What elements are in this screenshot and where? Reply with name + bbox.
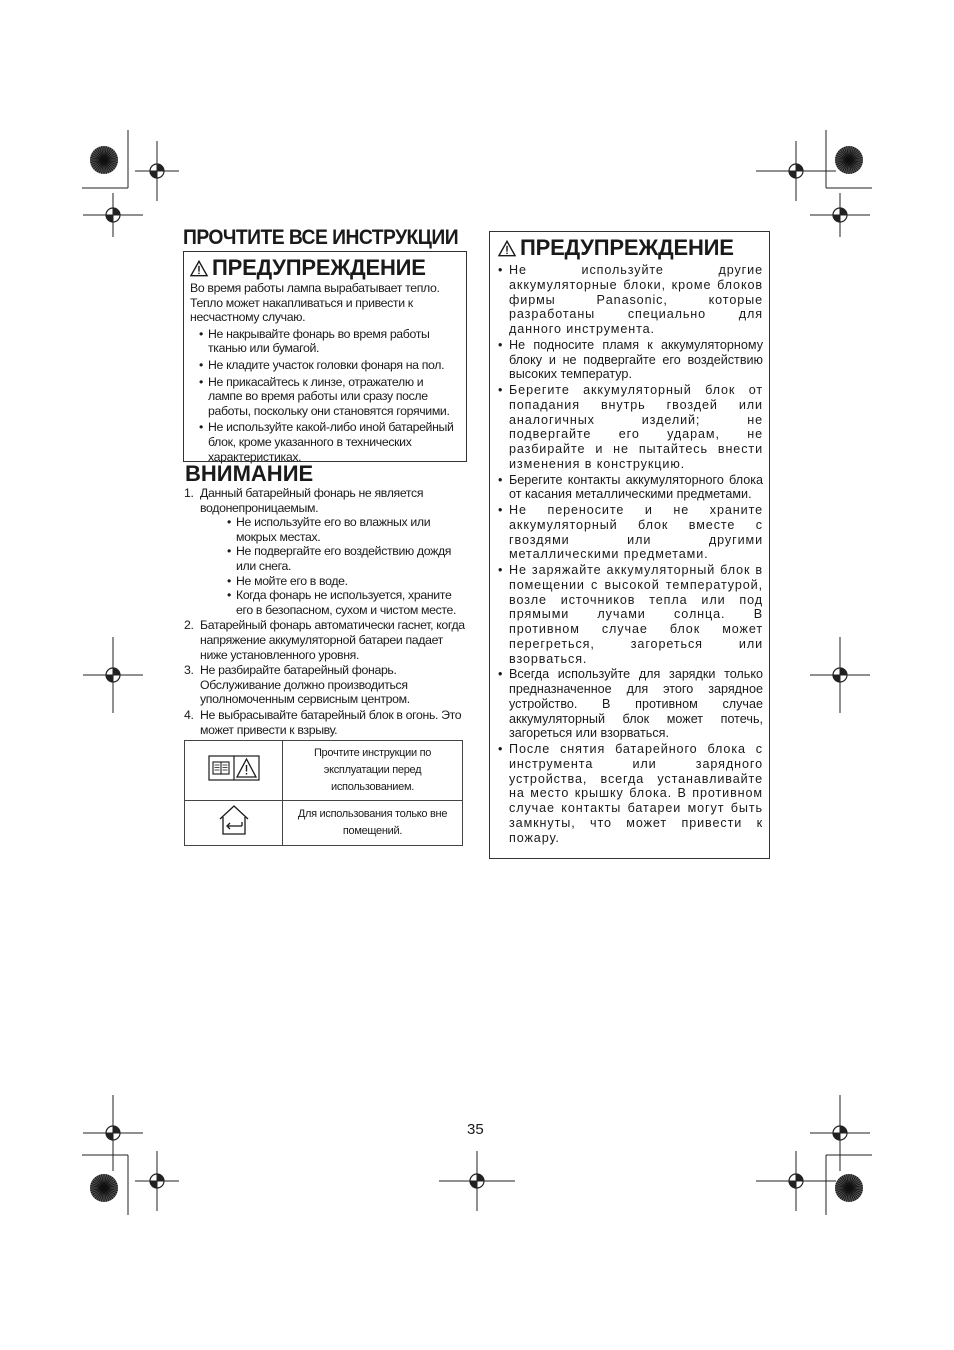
list-item: • После снятия батарейного блока с инструмента или зарядного устройства, всегда устанавливайте на место крышку блока. В противном случае контакты батареи могут быть замкнуты, что может привести к пожару.: [498, 742, 763, 845]
warning-intro: Во время работы лампа вырабатывает тепло. Тепло может накапливаться и привести к несчастному случаю.: [190, 281, 440, 325]
warning-icon: [498, 240, 516, 257]
list-item: • Не используйте какой-либо иной батарейный блок, кроме указанного в технических характеристиках.: [190, 420, 460, 464]
page-number: 35: [467, 1121, 484, 1138]
list-item: • Не мойте его в воде.: [220, 574, 468, 589]
manual-warning-icon: [208, 755, 260, 781]
list-item: • Не переносите и не храните аккумуляторный блок вместе с гвоздями или другими металлическими предметами.: [498, 503, 763, 562]
list-item: [184, 663, 468, 707]
list-item: • Не используйте другие аккумуляторные блоки, кроме блоков фирмы Panasonic, которые разработаны специально для данного инструмента.: [498, 263, 763, 337]
list-item: • Когда фонарь не используется, храните его в безопасном, сухом и чистом месте.: [220, 588, 468, 617]
outdoor-use-icon: [216, 803, 252, 837]
item-text: Не разбирайте батарейный фонарь. Обслуживание должно производиться уполномоченным сервисным центром.: [200, 663, 410, 707]
list-item: • Не подносите пламя к аккумуляторному блоку и не подвергайте его воздействию высоких температур.: [498, 338, 763, 382]
warning-title-text: ПРЕДУПРЕЖДЕНИЕ: [212, 255, 426, 280]
list-item: • Не кладите участок головки фонаря на пол.: [190, 358, 460, 373]
item-number: 2.: [184, 618, 194, 633]
symbol-icon-cell: [185, 801, 283, 846]
item-text: Батарейный фонарь автоматически гаснет, когда напряжение аккумуляторной батареи падает ниже установленного уровня.: [200, 618, 465, 662]
warning-box-right: [489, 231, 770, 859]
table-row: [185, 801, 463, 846]
warning-box-title: [498, 235, 763, 261]
item-text: Не выбрасывайте батарейный блок в огонь. Это может привести к взрыву.: [200, 707, 462, 737]
symbol-table: [184, 740, 463, 846]
list-item: • Не заряжайте аккумуляторный блок в помещении с высокой температурой, возле источников тепла или под прямыми лучами солнца. В противном случае блок может перегреться, загореться или взорваться.: [498, 563, 763, 666]
item-number: 4.: [184, 707, 194, 722]
caution-list: [184, 486, 468, 738]
warning-list: [190, 327, 460, 464]
list-item: [184, 618, 468, 662]
list-item: • Всегда используйте для зарядки только предназначенное для этого зарядное устройство. В противном случае аккумуляторный блок может потечь, загореться или взорваться.: [498, 667, 763, 741]
list-item: • Берегите контакты аккумуляторного блока от касания металлическими предметами.: [498, 473, 763, 503]
warning-title-text: ПРЕДУПРЕЖДЕНИЕ: [520, 235, 734, 260]
list-item: • Не подвергайте его воздействию дождя или снега.: [220, 544, 468, 573]
symbol-text: Для использования только вне помещений.: [283, 801, 463, 846]
list-item: • Не прикасайтесь к линзе, отражателю и лампе во время работы или сразу после работы, поскольку они становятся горячими.: [190, 375, 460, 419]
warning-box-title: [190, 255, 460, 281]
table-row: [185, 741, 463, 801]
symbol-text: Прочтите инструкции по эксплуатации перед использованием.: [283, 741, 463, 801]
list-item: • Не накрывайте фонарь во время работы тканью или бумагой.: [190, 327, 460, 356]
list-item: • Берегите аккумуляторный блок от попадания внутрь гвоздей или аналогичных изделий; не подвергайте его ударам, не разбирайте и не пытайтесь внести изменения в конструкцию.: [498, 383, 763, 472]
list-item: • Не используйте его во влажных или мокрых местах.: [220, 515, 468, 544]
warning-box-left: [183, 251, 467, 462]
item-number: 3.: [184, 663, 194, 678]
list-item: [184, 708, 468, 737]
item-text: Данный батарейный фонарь не является водонепроницаемым.: [200, 486, 424, 515]
warning-icon: [190, 260, 208, 277]
sub-list: [200, 515, 468, 617]
symbol-icon-cell: [185, 741, 283, 801]
warning-list: [498, 263, 763, 845]
list-item: [184, 486, 468, 617]
page-heading: ПРОЧТИТЕ ВСЕ ИНСТРУКЦИИ: [183, 226, 459, 249]
item-number: 1.: [184, 486, 194, 500]
caution-heading: ВНИМАНИЕ: [185, 461, 314, 486]
